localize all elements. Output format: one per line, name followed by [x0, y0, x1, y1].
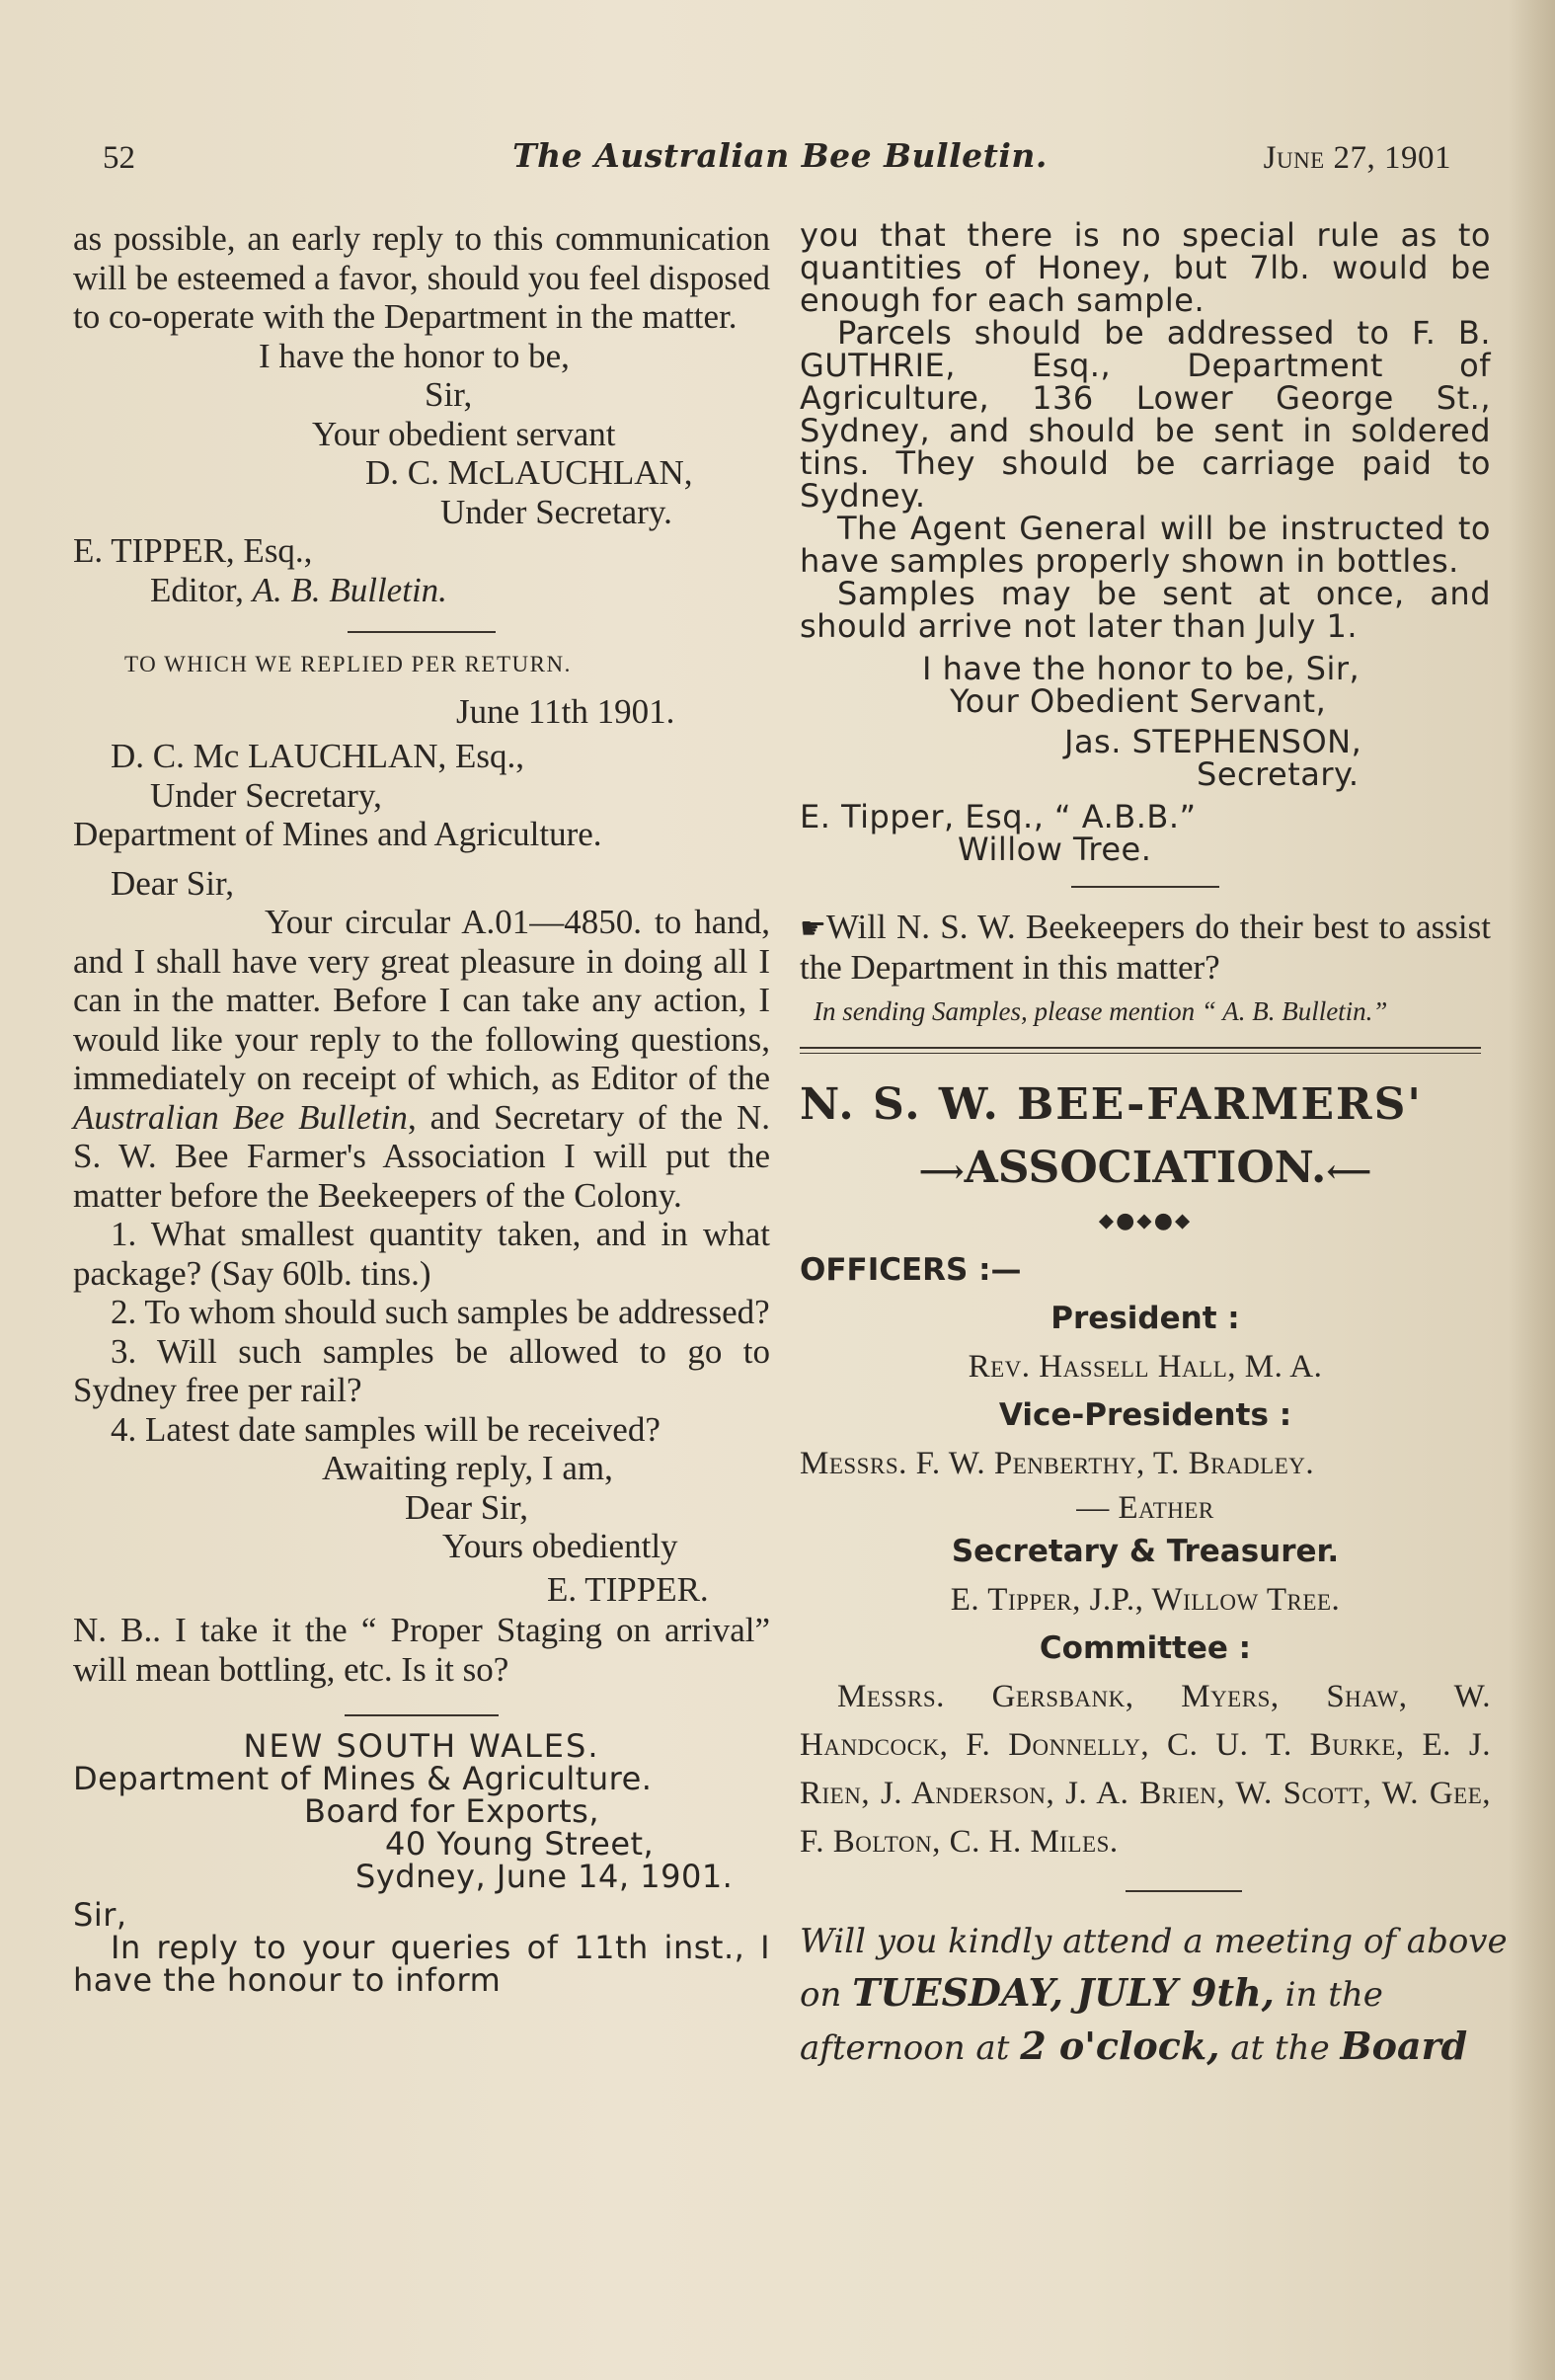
- reply-date: June 11th 1901.: [456, 691, 675, 731]
- addressee-title-italic: A. B. Bulletin.: [252, 570, 447, 609]
- honor-line: I have the honor to be, Sir,: [922, 650, 1361, 687]
- reply-para-2: Parcels should be addressed to F. B. GUTHRIE, Esq., Department of Agriculture, 136 Lower George St., Sydney, and should be sent in soldered tins. They should be carriage paid to Sydney.: [800, 314, 1491, 515]
- question-4: 4. Latest date samples will be received?: [111, 1409, 661, 1449]
- right-pointer-ornament: ⟵: [1326, 1152, 1372, 1190]
- dear-sir-line: Dear Sir,: [405, 1487, 528, 1527]
- recipient-dept: Department of Mines and Agriculture.: [73, 815, 602, 853]
- vice-presidents-names: Messrs. F. W. Penberthy, T. Bradley.: [800, 1446, 1315, 1481]
- right-column: [800, 216, 1508, 2074]
- addressee-name: E. TIPPER, Esq.,: [73, 531, 313, 570]
- divider: [1126, 1890, 1242, 1892]
- street-line: 40 Young Street,: [385, 1825, 655, 1863]
- reply-para-4: Samples may be sent at once, and should arrive not later than July 1.: [800, 575, 1491, 645]
- awaiting-line: Awaiting reply, I am,: [322, 1449, 613, 1487]
- divider: [348, 631, 496, 633]
- letter-body-a: Your circular A.01—4850. to hand, and I shall have very great pleasure in doing all I can in the matter. Before I can take any action, I would like your reply to the following questions, immediately on receipt of which, as Editor of the: [73, 903, 770, 1097]
- question-2: 2. To whom should such samples be addressed?: [111, 1293, 770, 1331]
- letter-closing-paragraph: as possible, an early reply to this communication will be esteemed a favor, should you feel disposed to co-operate with the Department in the matter.: [73, 219, 770, 336]
- publication-title: The Australian Bee Bulletin.: [512, 136, 1048, 175]
- meeting-board: Board: [1340, 2023, 1468, 2068]
- question-1: 1. What smallest quantity taken, and in what package? (Say 60lb. tins.): [73, 1215, 770, 1293]
- recipient-name: D. C. Mc LAUCHLAN, Esq.,: [111, 737, 525, 775]
- addressee-title: [73, 571, 770, 610]
- issue-date: June 27, 1901: [1263, 140, 1451, 176]
- association-heading: N. S. W. BEE-FARMERS': [800, 1079, 1423, 1130]
- meeting-date: TUESDAY, JULY 9th,: [852, 1970, 1275, 2015]
- committee-names: Messrs. Gersbank, Myers, Shaw, W. Handcock, F. Donnelly, C. U. T. Burke, E. J. Rien, J. Anderson, J. A. Brien, W. Scott, W. Gee, F. Bolton, C. H. Miles.: [800, 1679, 1491, 1860]
- recipient-line: E. Tipper, Esq., “ A.B.B.”: [800, 798, 1197, 835]
- recipient-place: Willow Tree.: [958, 831, 1152, 868]
- sydney-date-line: Sydney, June 14, 1901.: [355, 1858, 734, 1895]
- letter-body-italic: Australian Bee Bulletin: [73, 1097, 408, 1137]
- letter-body: [73, 903, 770, 1215]
- obedient-line: Your obedient servant: [312, 414, 616, 453]
- page-edge: [1508, 0, 1555, 2380]
- samples-note: In sending Samples, please mention “ A. B. Bulletin.”: [814, 996, 1388, 1026]
- officers-list: [800, 1246, 1491, 1866]
- divider: [1071, 886, 1219, 888]
- meeting-line-1: Will you kindly attend a meeting of above: [800, 1922, 1508, 1961]
- association-subheading: [800, 1139, 1491, 1201]
- vice-presidents-label: Vice-Presidents :: [998, 1397, 1292, 1433]
- page-header: [99, 136, 1451, 190]
- yours-line: Yours obediently: [442, 1527, 678, 1565]
- question-3: 3. Will such samples be allowed to go to Sydney free per rail?: [73, 1331, 770, 1409]
- page-number: 52: [103, 140, 135, 176]
- divider: [345, 1714, 499, 1716]
- replied-heading: TO WHICH WE REPLIED PER RETURN.: [124, 652, 572, 676]
- double-rule-top: [800, 1047, 1481, 1049]
- meeting-line-2: [800, 1967, 1491, 2021]
- president-name: Rev. Hassell Hall, M. A.: [968, 1349, 1323, 1385]
- tipper-signature: E. TIPPER.: [547, 1569, 709, 1609]
- secretary-label: Secretary & Treasurer.: [951, 1534, 1340, 1569]
- decorative-ornament-icon: ⬥●⬥●⬥: [1098, 1209, 1193, 1233]
- meeting-in-the: in the: [1274, 1975, 1383, 2015]
- meeting-notice: [800, 1916, 1508, 2074]
- left-pointer-ornament: ⟶: [918, 1152, 965, 1190]
- appeal-text: Will N. S. W. Beekeepers do their best to assist the Department in this matter?: [800, 908, 1491, 987]
- signer-name: D. C. McLAUCHLAN,: [365, 453, 693, 492]
- signer-title: Under Secretary.: [440, 492, 672, 531]
- department-letterhead: [73, 1727, 770, 1999]
- meeting-line-3: [800, 2021, 1491, 2074]
- recipient-title: Under Secretary,: [150, 775, 382, 815]
- letter-body-b: , and Secretary of the N. S. W. Bee Farmer's Association I will put the matter before the Beekeepers of the Colony.: [73, 1097, 770, 1215]
- appeal-note: [800, 908, 1491, 987]
- salutation: Dear Sir,: [111, 863, 234, 903]
- meeting-at-the: at the: [1219, 2028, 1341, 2068]
- meeting-time: 2 o'clock,: [1020, 2023, 1220, 2068]
- nb-note: N. B.. I take it the “ Proper Staging on arrival” will mean bottling, etc. Is it so?: [73, 1611, 770, 1689]
- association-word: ASSOCIATION.: [964, 1143, 1327, 1193]
- meeting-on: on: [800, 1975, 853, 2015]
- sir-line: Sir,: [425, 375, 473, 414]
- honor-line: I have the honor to be,: [259, 336, 570, 375]
- stephenson-signature: Jas. STEPHENSON,: [1064, 723, 1362, 760]
- left-column: [73, 219, 770, 1997]
- committee-label: Committee :: [1039, 1630, 1252, 1666]
- nsw-heading: NEW SOUTH WALES.: [243, 1727, 600, 1765]
- meeting-afternoon: afternoon at: [800, 2028, 1021, 2068]
- reply-para-1: you that there is no special rule as to quantities of Honey, but 7lb. would be enough for each sample.: [800, 216, 1491, 319]
- secretary-name: E. Tipper, J.P., Willow Tree.: [950, 1582, 1341, 1618]
- addressee-title-prefix: Editor,: [150, 570, 253, 609]
- stephenson-title: Secretary.: [1197, 755, 1360, 793]
- vice-presidents-names-2: — Eather: [1076, 1490, 1214, 1526]
- president-label: President :: [1050, 1301, 1240, 1336]
- dept-heading: Department of Mines & Agriculture.: [73, 1760, 653, 1797]
- double-rule-bottom: [800, 1053, 1481, 1054]
- officers-heading: OFFICERS :—: [800, 1252, 1022, 1288]
- department-reply: [800, 216, 1491, 868]
- sir-salutation: Sir,: [73, 1896, 127, 1934]
- servant-line: Your Obedient Servant,: [950, 682, 1327, 720]
- board-line: Board for Exports,: [304, 1792, 599, 1830]
- pointing-hand-icon: ☛: [800, 912, 826, 946]
- reply-start: In reply to your queries of 11th inst., I have the honour to inform: [73, 1929, 770, 1999]
- reply-para-3: The Agent General will be instructed to have samples properly shown in bottles.: [800, 510, 1491, 580]
